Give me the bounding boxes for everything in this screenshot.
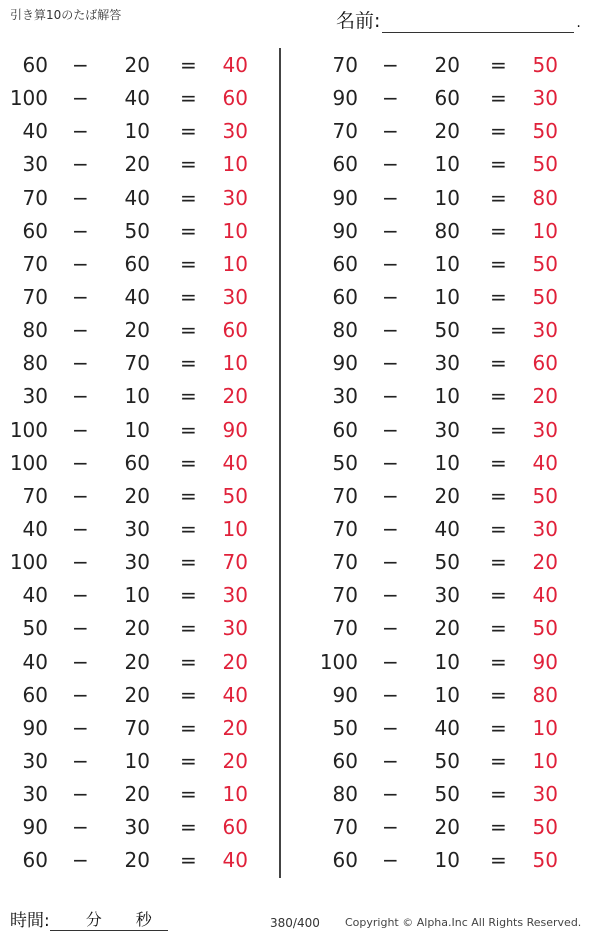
equals-sign: = <box>490 715 507 740</box>
answer: 10 <box>532 218 558 243</box>
subtrahend: 30 <box>434 351 460 376</box>
subtrahend: 20 <box>434 616 460 641</box>
minuend: 100 <box>319 649 358 674</box>
subtrahend: 20 <box>124 682 150 707</box>
minuend: 90 <box>332 218 358 243</box>
subtrahend: 40 <box>124 86 150 111</box>
answer: 50 <box>222 483 248 508</box>
minuend: 70 <box>332 516 358 541</box>
minus-sign: − <box>72 748 89 773</box>
answer: 80 <box>532 185 558 210</box>
answer: 60 <box>222 86 248 111</box>
minuend: 70 <box>332 53 358 77</box>
equals-sign: = <box>490 384 507 409</box>
answer: 30 <box>532 782 558 807</box>
minus-sign: − <box>382 185 399 210</box>
subtrahend: 20 <box>434 53 460 77</box>
subtrahend: 10 <box>434 384 460 409</box>
equals-sign: = <box>180 748 197 773</box>
equals-sign: = <box>490 119 507 144</box>
equals-sign: = <box>180 384 197 409</box>
minuend: 60 <box>22 218 48 243</box>
minuend: 40 <box>22 583 48 608</box>
subtrahend: 20 <box>124 782 150 807</box>
minuend: 100 <box>9 417 48 442</box>
answer: 50 <box>532 284 558 309</box>
subtrahend: 20 <box>434 483 460 508</box>
name-field <box>336 6 581 33</box>
minus-sign: − <box>382 483 399 508</box>
subtrahend: 10 <box>434 152 460 177</box>
answer: 50 <box>532 815 558 840</box>
minuend: 70 <box>22 284 48 309</box>
minuend: 80 <box>332 782 358 807</box>
minus-sign: − <box>72 251 89 276</box>
answer: 10 <box>222 152 248 177</box>
subtrahend: 20 <box>124 616 150 641</box>
equals-sign: = <box>180 516 197 541</box>
equals-sign: = <box>180 483 197 508</box>
answer: 10 <box>532 748 558 773</box>
minuend: 70 <box>332 815 358 840</box>
subtrahend: 60 <box>124 450 150 475</box>
minus-sign: − <box>382 550 399 575</box>
subtrahend: 30 <box>434 583 460 608</box>
equals-sign: = <box>180 185 197 210</box>
equals-sign: = <box>180 218 197 243</box>
equals-sign: = <box>490 483 507 508</box>
minuend: 90 <box>22 815 48 840</box>
subtrahend: 20 <box>124 318 150 343</box>
subtrahend: 10 <box>124 119 150 144</box>
equals-sign: = <box>490 815 507 840</box>
minus-sign: − <box>382 450 399 475</box>
equals-sign: = <box>490 848 507 873</box>
name-end-dot: . <box>576 15 581 31</box>
minuend: 100 <box>9 86 48 111</box>
minuend: 70 <box>332 616 358 641</box>
minuend: 60 <box>22 53 48 77</box>
minuend: 90 <box>332 185 358 210</box>
minus-sign: − <box>72 616 89 641</box>
minuend: 90 <box>332 682 358 707</box>
subtrahend: 20 <box>124 483 150 508</box>
minus-sign: − <box>72 318 89 343</box>
equals-sign: = <box>490 86 507 111</box>
equals-sign: = <box>180 815 197 840</box>
equals-sign: = <box>490 251 507 276</box>
minus-sign: − <box>72 53 89 77</box>
answer: 40 <box>222 682 248 707</box>
answer: 30 <box>532 417 558 442</box>
equals-sign: = <box>180 119 197 144</box>
answer: 40 <box>532 450 558 475</box>
minus-sign: − <box>382 715 399 740</box>
minus-sign: − <box>382 748 399 773</box>
answer: 10 <box>222 516 248 541</box>
minus-sign: − <box>382 218 399 243</box>
minuend: 100 <box>9 450 48 475</box>
equals-sign: = <box>180 649 197 674</box>
answer: 50 <box>532 251 558 276</box>
equals-sign: = <box>180 616 197 641</box>
minuend: 60 <box>22 848 48 873</box>
minuend: 60 <box>332 152 358 177</box>
minuend: 70 <box>332 583 358 608</box>
minuend: 30 <box>332 384 358 409</box>
minus-sign: − <box>72 550 89 575</box>
answer: 30 <box>532 86 558 111</box>
equals-sign: = <box>180 417 197 442</box>
minus-sign: − <box>382 284 399 309</box>
answer: 20 <box>532 384 558 409</box>
answer: 10 <box>222 782 248 807</box>
answer: 30 <box>532 516 558 541</box>
answer: 90 <box>222 417 248 442</box>
answer: 20 <box>222 384 248 409</box>
equals-sign: = <box>490 583 507 608</box>
equals-sign: = <box>490 318 507 343</box>
equals-sign: = <box>180 583 197 608</box>
answer: 50 <box>532 152 558 177</box>
minuend: 30 <box>22 782 48 807</box>
minus-sign: − <box>382 516 399 541</box>
minuend: 70 <box>332 119 358 144</box>
subtrahend: 10 <box>124 748 150 773</box>
equals-sign: = <box>490 616 507 641</box>
minus-sign: − <box>382 152 399 177</box>
equals-sign: = <box>490 284 507 309</box>
answer: 80 <box>532 682 558 707</box>
answer: 50 <box>532 119 558 144</box>
answer: 20 <box>532 550 558 575</box>
subtrahend: 20 <box>124 848 150 873</box>
subtrahend: 70 <box>124 715 150 740</box>
minuend: 80 <box>22 318 48 343</box>
time-blank-line <box>50 910 168 931</box>
minus-sign: − <box>72 351 89 376</box>
answer: 70 <box>222 550 248 575</box>
equals-sign: = <box>180 152 197 177</box>
subtrahend: 40 <box>124 284 150 309</box>
equals-sign: = <box>490 218 507 243</box>
minuend: 70 <box>332 550 358 575</box>
answer: 30 <box>532 318 558 343</box>
equals-sign: = <box>490 450 507 475</box>
minus-sign: − <box>72 815 89 840</box>
subtrahend: 30 <box>124 815 150 840</box>
minuend: 40 <box>22 516 48 541</box>
answer: 40 <box>532 583 558 608</box>
minuend: 50 <box>332 450 358 475</box>
answer: 40 <box>222 848 248 873</box>
equals-sign: = <box>180 53 197 77</box>
equals-sign: = <box>180 351 197 376</box>
answer: 30 <box>222 583 248 608</box>
subtrahend: 30 <box>434 417 460 442</box>
subtrahend: 30 <box>124 516 150 541</box>
subtrahend: 20 <box>434 119 460 144</box>
equals-sign: = <box>180 284 197 309</box>
name-blank-line <box>382 14 574 33</box>
minuend: 70 <box>332 483 358 508</box>
minus-sign: − <box>382 616 399 641</box>
minus-sign: − <box>72 384 89 409</box>
minus-sign: − <box>72 782 89 807</box>
minuend: 100 <box>9 550 48 575</box>
equals-sign: = <box>490 682 507 707</box>
minus-sign: − <box>382 251 399 276</box>
minus-sign: − <box>382 848 399 873</box>
minuend: 90 <box>332 351 358 376</box>
equals-sign: = <box>180 450 197 475</box>
subtrahend: 10 <box>434 848 460 873</box>
equals-sign: = <box>180 715 197 740</box>
page-number: 380/400 <box>270 916 320 930</box>
minus-sign: − <box>72 583 89 608</box>
equals-sign: = <box>490 417 507 442</box>
answer: 50 <box>532 53 558 77</box>
minuend: 70 <box>22 251 48 276</box>
minutes-label: 分 <box>85 910 102 929</box>
copyright-notice: Copyright © Alpha.Inc All Rights Reserved. <box>345 916 582 929</box>
minus-sign: − <box>382 649 399 674</box>
subtrahend: 40 <box>434 715 460 740</box>
worksheet-title: 引き算10のたば解答 <box>10 8 122 22</box>
equals-sign: = <box>180 848 197 873</box>
minuend: 50 <box>22 616 48 641</box>
minus-sign: − <box>72 86 89 111</box>
subtrahend: 80 <box>434 218 460 243</box>
answer: 10 <box>222 251 248 276</box>
minuend: 50 <box>332 715 358 740</box>
answer: 20 <box>222 748 248 773</box>
answer: 50 <box>532 616 558 641</box>
subtrahend: 60 <box>434 86 460 111</box>
equals-sign: = <box>490 649 507 674</box>
minuend: 70 <box>22 185 48 210</box>
equals-sign: = <box>490 152 507 177</box>
equals-sign: = <box>490 185 507 210</box>
name-label: 名前: <box>336 10 381 32</box>
minus-sign: − <box>382 417 399 442</box>
answer: 30 <box>222 185 248 210</box>
answer: 30 <box>222 284 248 309</box>
minus-sign: − <box>72 450 89 475</box>
equals-sign: = <box>180 86 197 111</box>
answer: 20 <box>222 649 248 674</box>
subtrahend: 30 <box>124 550 150 575</box>
minuend: 70 <box>22 483 48 508</box>
answer: 10 <box>222 218 248 243</box>
minus-sign: − <box>72 218 89 243</box>
minus-sign: − <box>382 318 399 343</box>
minus-sign: − <box>382 351 399 376</box>
subtrahend: 20 <box>124 649 150 674</box>
seconds-label: 秒 <box>135 910 152 929</box>
subtrahend: 40 <box>434 516 460 541</box>
minuend: 30 <box>22 384 48 409</box>
subtrahend: 10 <box>124 384 150 409</box>
equals-sign: = <box>490 782 507 807</box>
answer: 30 <box>222 119 248 144</box>
column-divider <box>279 48 281 878</box>
answer: 30 <box>222 616 248 641</box>
subtrahend: 40 <box>124 185 150 210</box>
minus-sign: − <box>382 384 399 409</box>
time-field <box>10 906 168 931</box>
minuend: 60 <box>332 417 358 442</box>
minus-sign: − <box>72 649 89 674</box>
equals-sign: = <box>490 53 507 77</box>
minus-sign: − <box>382 583 399 608</box>
minus-sign: − <box>72 417 89 442</box>
equals-sign: = <box>180 550 197 575</box>
answer: 50 <box>532 483 558 508</box>
answer: 10 <box>222 351 248 376</box>
minuend: 40 <box>22 119 48 144</box>
minuend: 60 <box>22 682 48 707</box>
subtrahend: 50 <box>434 782 460 807</box>
minus-sign: − <box>382 782 399 807</box>
equals-sign: = <box>490 516 507 541</box>
subtrahend: 10 <box>434 251 460 276</box>
minuend: 80 <box>22 351 48 376</box>
time-label: 時間: <box>10 911 50 931</box>
equals-sign: = <box>490 351 507 376</box>
equals-sign: = <box>180 318 197 343</box>
minus-sign: − <box>72 119 89 144</box>
minuend: 60 <box>332 284 358 309</box>
answer: 20 <box>222 715 248 740</box>
minus-sign: − <box>72 185 89 210</box>
minus-sign: − <box>72 284 89 309</box>
subtrahend: 20 <box>124 53 150 77</box>
answer: 40 <box>222 450 248 475</box>
answer: 50 <box>532 848 558 873</box>
subtrahend: 60 <box>124 251 150 276</box>
minuend: 80 <box>332 318 358 343</box>
subtrahend: 20 <box>124 152 150 177</box>
minus-sign: − <box>382 682 399 707</box>
minus-sign: − <box>382 53 399 77</box>
minuend: 90 <box>332 86 358 111</box>
minuend: 30 <box>22 152 48 177</box>
subtrahend: 50 <box>124 218 150 243</box>
minus-sign: − <box>72 715 89 740</box>
minus-sign: − <box>382 815 399 840</box>
subtrahend: 10 <box>124 583 150 608</box>
subtrahend: 10 <box>434 649 460 674</box>
subtrahend: 50 <box>434 318 460 343</box>
equals-sign: = <box>180 682 197 707</box>
minuend: 60 <box>332 848 358 873</box>
equals-sign: = <box>180 251 197 276</box>
minus-sign: − <box>72 682 89 707</box>
minuend: 30 <box>22 748 48 773</box>
subtrahend: 10 <box>434 682 460 707</box>
answer: 10 <box>532 715 558 740</box>
equals-sign: = <box>490 550 507 575</box>
minus-sign: − <box>72 848 89 873</box>
subtrahend: 10 <box>434 185 460 210</box>
minuend: 60 <box>332 251 358 276</box>
minus-sign: − <box>382 119 399 144</box>
minus-sign: − <box>72 516 89 541</box>
minuend: 90 <box>22 715 48 740</box>
answer: 60 <box>222 815 248 840</box>
subtrahend: 10 <box>124 417 150 442</box>
minus-sign: − <box>382 86 399 111</box>
minus-sign: − <box>72 483 89 508</box>
subtrahend: 20 <box>434 815 460 840</box>
answer: 90 <box>532 649 558 674</box>
answer: 60 <box>222 318 248 343</box>
subtrahend: 70 <box>124 351 150 376</box>
answer: 60 <box>532 351 558 376</box>
subtrahend: 10 <box>434 450 460 475</box>
minuend: 60 <box>332 748 358 773</box>
equals-sign: = <box>490 748 507 773</box>
subtrahend: 50 <box>434 550 460 575</box>
subtrahend: 50 <box>434 748 460 773</box>
minuend: 40 <box>22 649 48 674</box>
minus-sign: − <box>72 152 89 177</box>
equals-sign: = <box>180 782 197 807</box>
answer: 40 <box>222 53 248 77</box>
subtrahend: 10 <box>434 284 460 309</box>
